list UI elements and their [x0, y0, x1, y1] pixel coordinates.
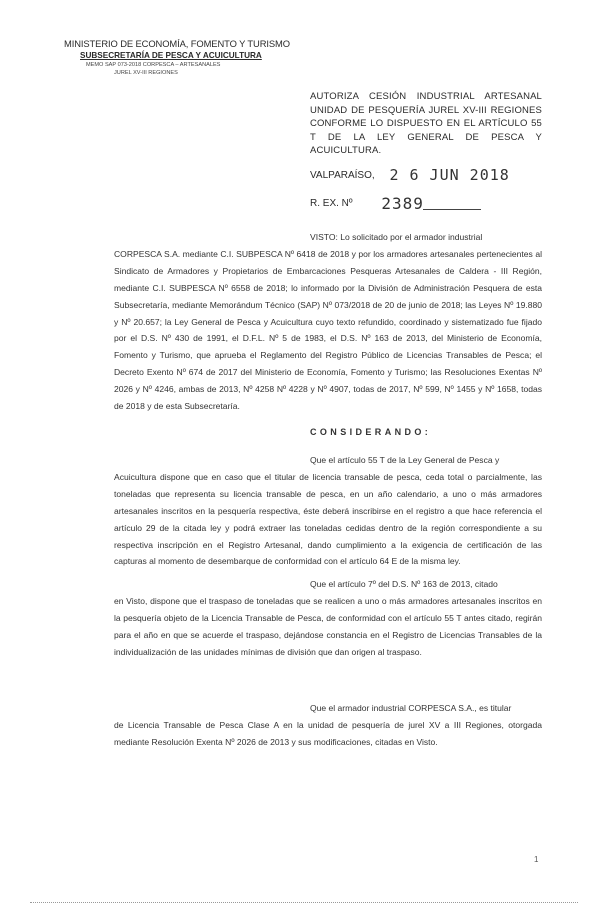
considerando-paragraph-2 — [114, 576, 542, 661]
page-number: 1 — [534, 855, 539, 864]
considerando-heading: CONSIDERANDO: — [310, 427, 432, 437]
resolution-subject: AUTORIZA CESIÓN INDUSTRIAL ARTESANAL UNIDAD DE PESQUERÍA JUREL XV-III REGIONES CONFORME LO DISPUESTO EN EL ARTÍCULO 55 T DE LA LEY GENERAL DE PESCA Y ACUICULTURA. — [310, 91, 542, 156]
considerando-2-body: en Visto, dispone que el traspaso de toneladas que se realicen a uno o más armadores artesanales inscritos en la pesquería objeto de la Licencia Transable de Pesca, de conformidad con el artículo 55 T antes citado, regirán para el año en que se acuerde el traspaso, dejándose constancia en el Registro de Licencias Transables de la individualización de las unidades mínimas de división que dan origen al traspaso. — [114, 595, 542, 657]
ministry-name: MINISTERIO DE ECONOMÍA, FOMENTO Y TURISMO — [64, 38, 290, 49]
considerando-1-body: Acuicultura dispone que en caso que el titular de licencia transable de pesca, ceda total o parcialmente, las toneladas que representa su licencia transable de pesca, en un año calendario, a uno o más armadores artesanales inscritos en la pesquería respectiva, éste deberá inscribirse en el registro a que hace referencia el artículo 29 de la citada ley y podrá extraer las toneladas cedidas dentro de la región correspondiente a su respectiva inscripción en el Registro Artesanal, dando cumplimiento a la exigencia de certificación de las capturas al momento de desembarque de conformidad con el artículo 64 E de la misma ley. — [114, 471, 542, 567]
undersecretariat-name: SUBSECRETARÍA DE PESCA Y ACUICULTURA — [80, 51, 262, 60]
considerando-paragraph-3 — [114, 700, 542, 751]
place-label: VALPARAÍSO, — [310, 170, 375, 181]
letterhead — [64, 38, 294, 77]
memo-reference: MEMO SAP 073-2018 CORPESCA – ARTESANALES — [86, 62, 221, 68]
considerando-1-lead: Que el artículo 55 T de la Ley General de Pesca y — [310, 455, 500, 465]
considerando-2-lead: Que el artículo 7º del D.S. Nº 163 de 2013, citado — [310, 579, 498, 589]
date-stamp: 2 6 JUN 2018 — [389, 166, 510, 184]
region-reference: JUREL XV-III REGIONES — [114, 70, 178, 76]
resolution-label: R. EX. Nº — [310, 198, 353, 209]
visto-body: CORPESCA S.A. mediante C.I. SUBPESCA Nº 6418 de 2018 y por los armadores artesanales pertenecientes al Sindicato de Armadores y Propietarios de Embarcaciones Pesqueras Artesanales de Caldera - III Región, mediante C.I. SUBPESCA Nº 6558 de 2018; lo informado por la División de Administración Pesquera de esta Subsecretaría, mediante Memorándum Técnico (SAP) Nº 073/2018 de 20 de junio de 2018; las Leyes Nº 19.880 y Nº 20.657; la Ley General de Pesca y Acuicultura cuyo texto refundido, coordinado y sistematizado fue fijado por el D.S. Nº 430 de 1991, el D.F.L. Nº 5 de 1983, el D.S. Nº 163 de 2013, del Ministerio de Economía, Fomento y Turismo, que aprueba el Reglamento del Registro Público de Licencias Transables de Pesca; el Decreto Exento Nº 674 de 2017 del Ministerio de Economía, Fomento y Turismo; las Resoluciones Exentas Nº 2026 y Nº 4246, ambas de 2013, Nº 4258 Nº 4228 y Nº 4907, todas de 2017, Nº 599, Nº 1455 y Nº 1658, todas de 2018 y de esta Subsecretaría. — [114, 248, 542, 412]
considerando-3-body: de Licencia Transable de Pesca Clase A en la unidad de pesquería de jurel XV a III Regiones, otorgada mediante Resolución Exenta Nº 2026 de 2013 y sus modificaciones, citadas en Visto. — [114, 719, 542, 747]
considerando-paragraph-1 — [114, 452, 542, 570]
visto-lead: VISTO: Lo solicitado por el armador industrial — [310, 232, 483, 242]
number-underline — [423, 209, 481, 210]
place-date — [310, 166, 510, 184]
footer-divider — [30, 902, 578, 903]
resolution-number-line — [310, 194, 481, 213]
resolution-number: 2389 — [381, 194, 424, 213]
considerando-3-lead: Que el armador industrial CORPESCA S.A., es titular — [310, 703, 512, 713]
visto-paragraph — [114, 229, 542, 415]
